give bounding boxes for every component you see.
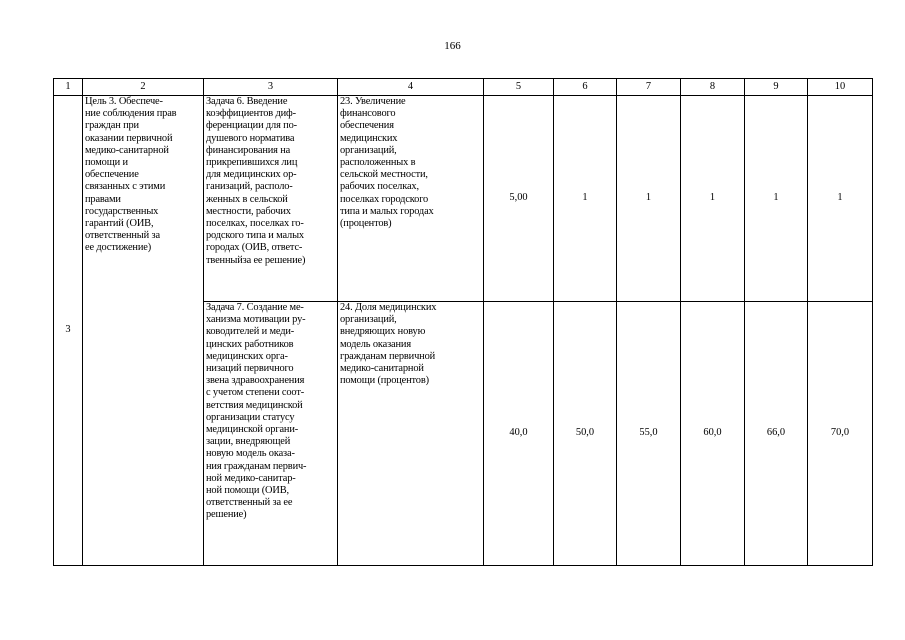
value-cell: 66,0: [745, 302, 808, 566]
col-header: 9: [745, 79, 808, 96]
task-cell: Задача 7. Создание ме- ханизма мотивации ру- ководителей и меди- цинских работников медицинских орга- низаций первичного звена здравоохранения с учетом степени соот- ветствия медицинской организации статусу медицинской органи- зации, внедряющей новую модель оказа- ния гражданам первич- ной медико-санитар- ной помощи (ОИВ, ответственный за ее решение): [204, 302, 338, 566]
value-cell: 60,0: [681, 302, 745, 566]
row-number-cell: 3: [54, 96, 83, 566]
page-number: 166: [444, 40, 461, 52]
col-header: 3: [204, 79, 338, 96]
col-header: 8: [681, 79, 745, 96]
value-cell: 1: [808, 96, 873, 302]
col-header: 1: [54, 79, 83, 96]
value-cell: 70,0: [808, 302, 873, 566]
indicators-table: [53, 78, 873, 566]
col-header: 10: [808, 79, 873, 96]
col-header: 2: [83, 79, 204, 96]
value-cell: 40,0: [484, 302, 554, 566]
value-cell: 55,0: [617, 302, 681, 566]
value-cell: 50,0: [554, 302, 617, 566]
value-cell: 1: [745, 96, 808, 302]
value-cell: 1: [554, 96, 617, 302]
col-header: 5: [484, 79, 554, 96]
task-cell: Задача 6. Введение коэффициентов диф- ференциации для по- душевого норматива финансирования на прикрепившихся лиц для медицинских ор- ганизаций, располо- женных в сельской местности, рабочих поселках, поселках го- родского типа и малых городах (ОИВ, ответс- твенныйза ее решение): [204, 96, 338, 302]
table-row: [54, 96, 873, 302]
col-header: 6: [554, 79, 617, 96]
indicator-cell: 24. Доля медицинских организаций, внедряющих новую модель оказания гражданам первичной медико-санитарной помощи (процентов): [338, 302, 484, 566]
value-cell: 1: [617, 96, 681, 302]
col-header: 4: [338, 79, 484, 96]
value-cell: 5,00: [484, 96, 554, 302]
col-header: 7: [617, 79, 681, 96]
header-row: [54, 79, 873, 96]
goal-cell: Цель 3. Обеспече- ние соблюдения прав граждан при оказании первичной медико-санитарной помощи и обеспечение связанных с этими правами государственных гарантий (ОИВ, ответственный за ее достижение): [83, 96, 204, 566]
value-cell: 1: [681, 96, 745, 302]
indicator-cell: 23. Увеличение финансового обеспечения медицинских организаций, расположенных в сельской местности, рабочих поселках, поселках городского типа и малых городах (процентов): [338, 96, 484, 302]
